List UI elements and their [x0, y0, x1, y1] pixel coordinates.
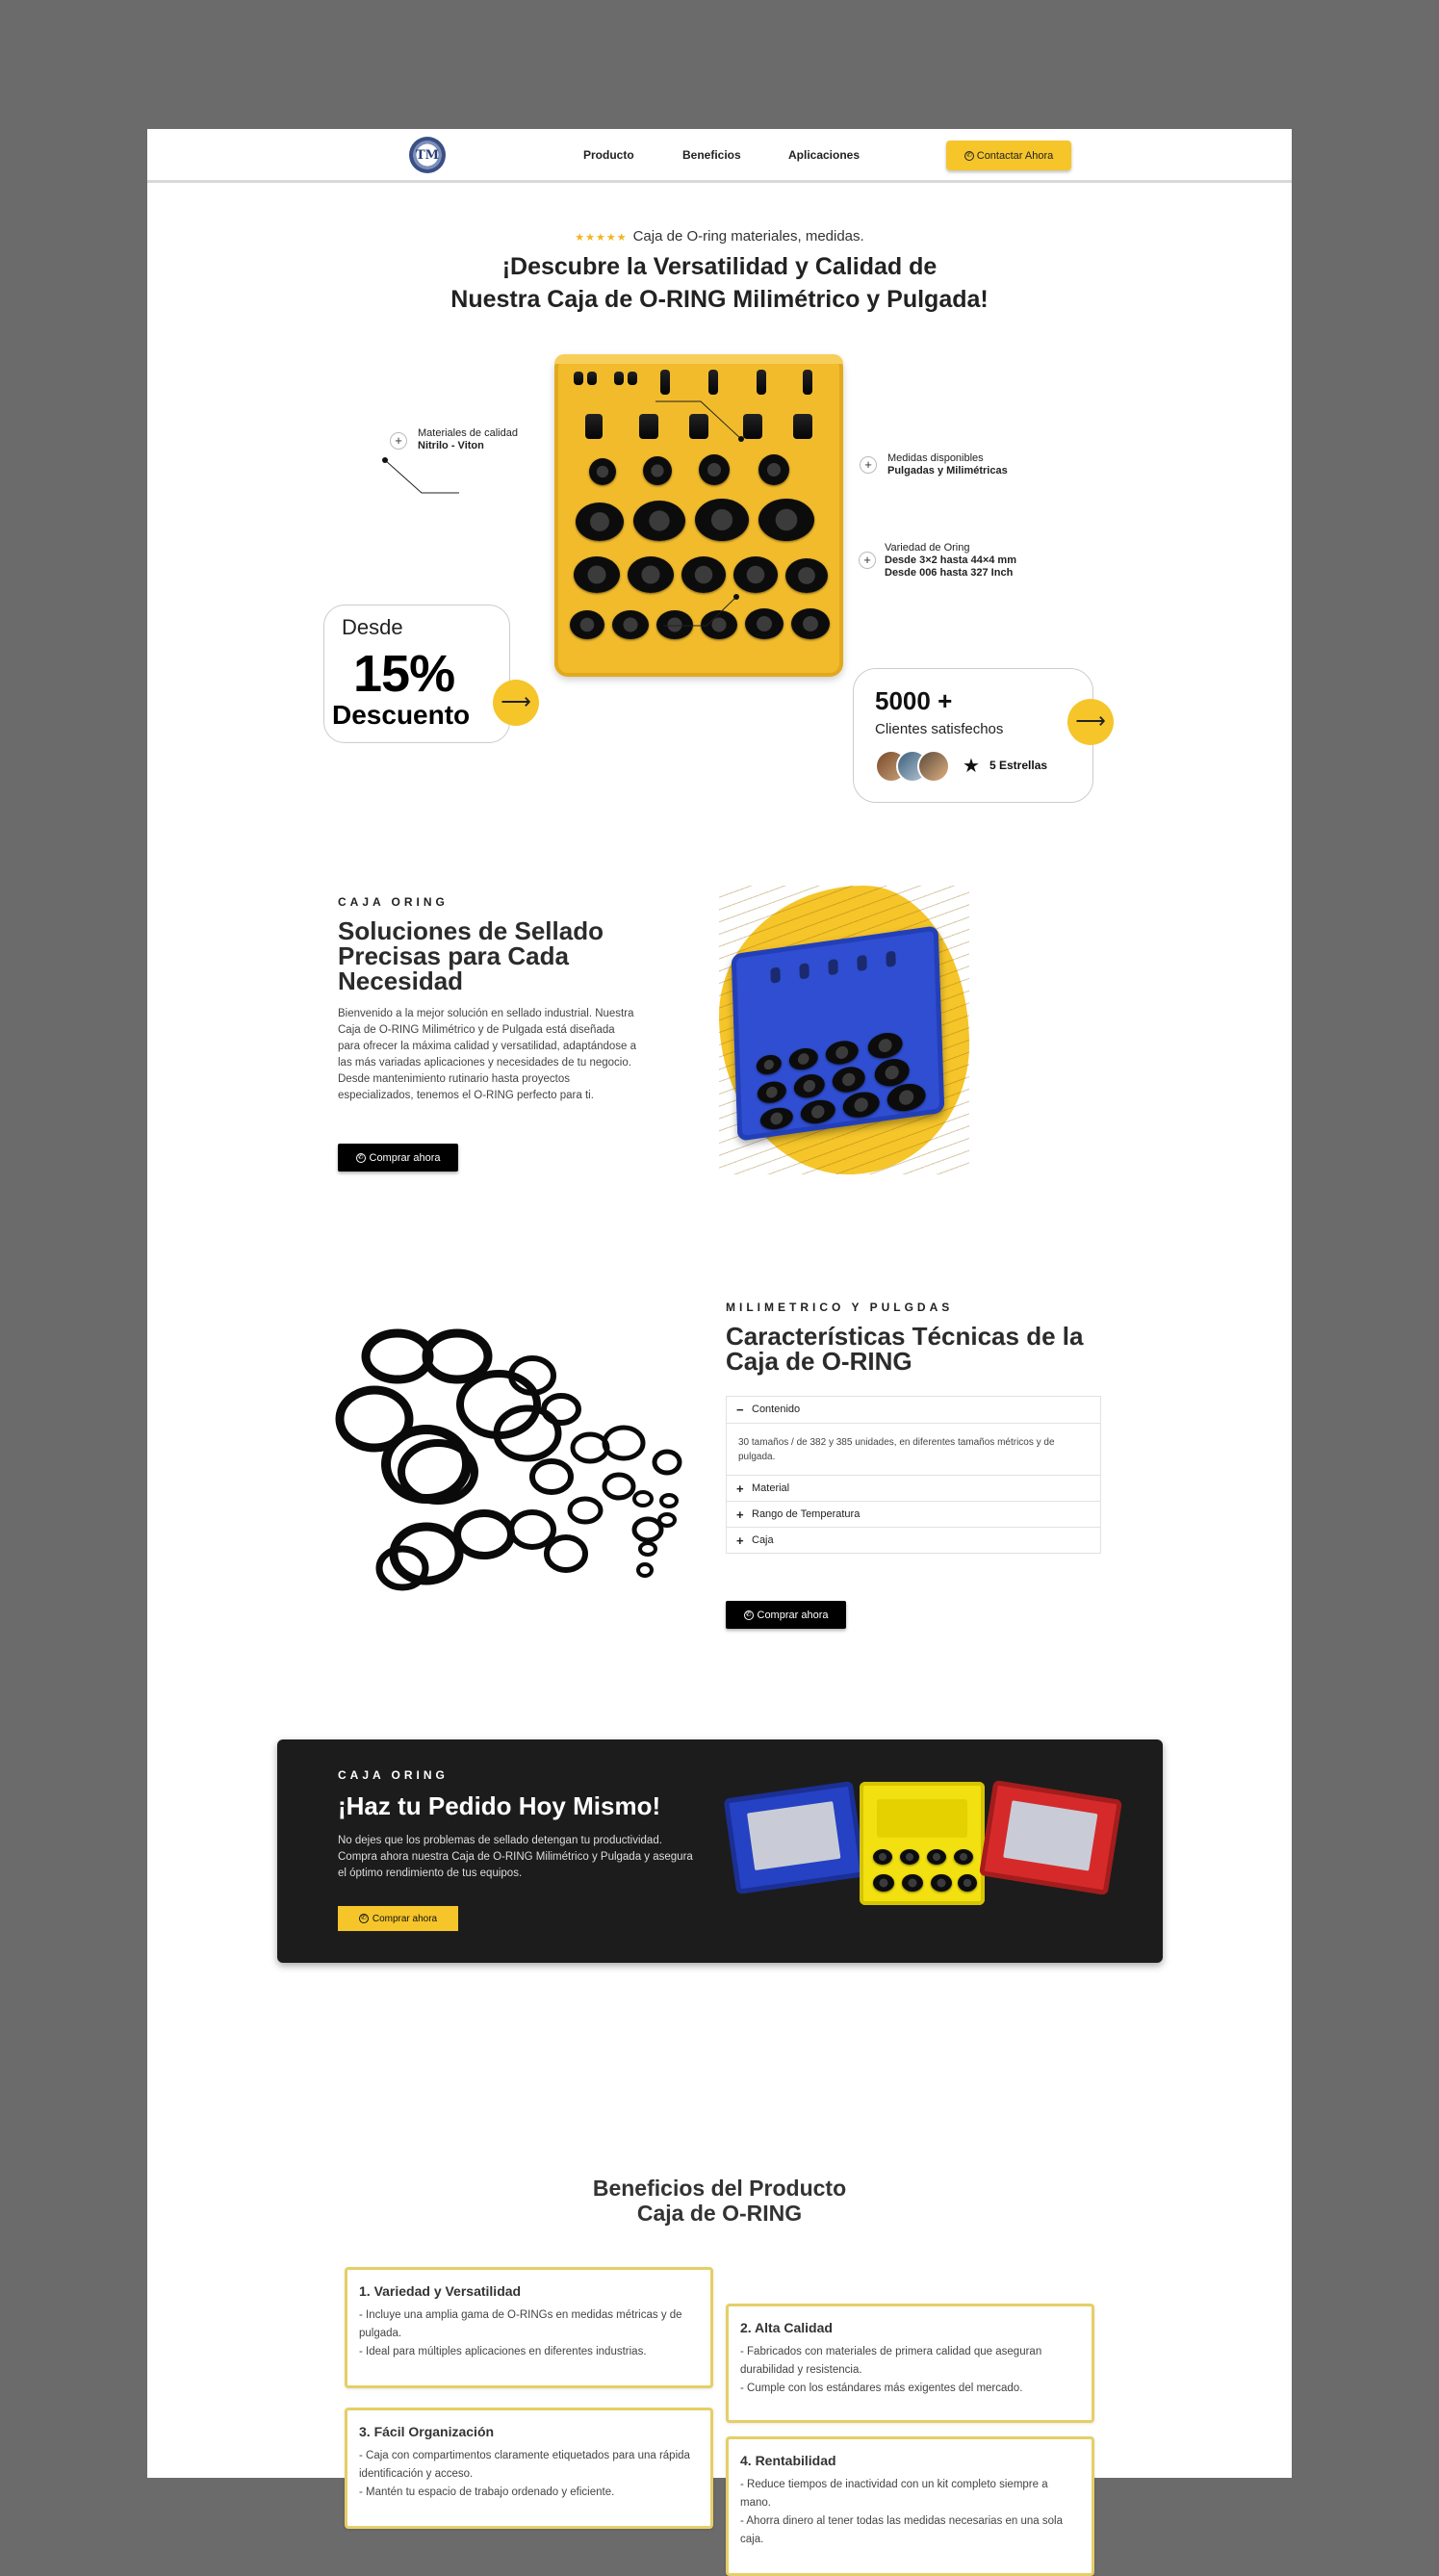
benefits-title-line1: Beneficios del Producto [592, 2176, 847, 2201]
nav-producto[interactable]: Producto [583, 148, 634, 162]
connector-variedad [663, 597, 736, 626]
benefit-card [726, 2436, 1094, 2576]
benefit-card-line: - Fabricados con materiales de primera calidad que aseguran durabilidad y resistencia. [740, 2346, 1042, 2376]
connector-medidas [655, 401, 741, 439]
banner-title: ¡Haz tu Pedido Hoy Mismo! [338, 1791, 661, 1820]
callout-material-value: Nitrilo - Viton [418, 440, 484, 451]
accordion-label: Material [752, 1482, 790, 1494]
blue-box-image [724, 1781, 866, 1894]
callout-medidas-value: Pulgadas y Milimétricas [887, 465, 1008, 477]
accordion-label: Contenido [752, 1404, 801, 1415]
clients-arrow-button[interactable] [1067, 699, 1114, 745]
benefit-card-title: 1. Variedad y Versatilidad [359, 2283, 522, 2299]
plus-icon[interactable]: + [390, 432, 407, 450]
clients-card [853, 668, 1093, 803]
callout-variedad-value1: Desde 3×2 hasta 44×4 mm [885, 554, 1016, 566]
connector-dot [738, 436, 744, 442]
benefit-card-line: - Ahorra dinero al tener todas las medidas necesarias en una sola caja. [740, 2515, 1063, 2545]
nav-beneficios[interactable]: Beneficios [682, 148, 741, 162]
benefit-card [345, 2408, 713, 2529]
discount-card [323, 605, 510, 743]
callout-medidas [887, 452, 1008, 477]
whatsapp-icon: ✆ [744, 1610, 754, 1620]
buy-now-label: Comprar ahora [372, 1913, 438, 1924]
plus-icon: + [736, 1507, 744, 1522]
hero-title-line1: ¡Descubre la Versatilidad y Calidad de [501, 253, 938, 280]
solutions-eyebrow: CAJA ORING [338, 895, 449, 909]
blue-oring-box-image [732, 925, 945, 1141]
banner-body: No dejes que los problemas de sellado detengan tu productividad. Compra ahora nuestra Caja de O-RING Milimétrico y Pulgada y asegura el óptimo rendimiento de tus equipos. [338, 1835, 693, 1879]
benefit-card-title: 3. Fácil Organización [359, 2424, 495, 2439]
whatsapp-icon: ✆ [356, 1153, 366, 1163]
rating-text: Caja de O-ring materiales, medidas. [632, 228, 864, 245]
accordion-item-temperatura[interactable] [727, 1501, 1100, 1527]
plus-icon[interactable]: + [859, 552, 876, 569]
discount-value: 15% [353, 645, 455, 703]
order-banner [277, 1739, 1163, 1963]
star-icon: ★ [963, 756, 980, 777]
plus-icon: + [736, 1533, 744, 1548]
discount-arrow-button[interactable] [493, 680, 539, 726]
benefit-card-line: - Mantén tu espacio de trabajo ordenado y eficiente. [359, 2486, 615, 2498]
discount-label: Descuento [332, 700, 471, 730]
accordion-item-caja[interactable] [727, 1527, 1100, 1553]
benefit-card-line: - Reduce tiempos de inactividad con un kit completo siempre a mano. [740, 2479, 1048, 2509]
minus-icon: − [736, 1403, 744, 1417]
stars-label: 5 Estrellas [989, 759, 1048, 772]
callout-connectors [147, 129, 1292, 803]
connector-dot [733, 594, 739, 600]
accordion-content: 30 tamaños / de 382 y 385 unidades, en diferentes tamaños métricos y de pulgada. [738, 1437, 1055, 1462]
connector-material [385, 460, 459, 493]
whatsapp-icon: ✆ [359, 1914, 369, 1923]
contact-now-label: Contactar Ahora [976, 149, 1054, 162]
plus-icon[interactable]: + [860, 456, 877, 474]
benefit-card-title: 4. Rentabilidad [740, 2453, 836, 2468]
clients-count: 5000 + [875, 686, 953, 715]
benefits-title [147, 2176, 1292, 2226]
landing-page [147, 129, 1292, 2545]
callout-material [418, 427, 518, 452]
avatar [917, 750, 950, 783]
hero-title-line2: Nuestra Caja de O-RING Milimétrico y Pulgada! [450, 286, 989, 313]
callout-material-label: Materiales de calidad [418, 427, 518, 439]
accordion-panel-contenido [727, 1423, 1100, 1475]
benefit-card-line: - Caja con compartimentos claramente etiquetados para una rápida identificación y acceso. [359, 2450, 690, 2480]
solutions-title: Soluciones de Sellado Precisas para Cada Necesidad [338, 916, 604, 995]
red-box-image [979, 1780, 1122, 1895]
callout-medidas-label: Medidas disponibles [887, 452, 984, 464]
arrow-right-icon: ⟶ [501, 689, 531, 713]
buy-now-label: Comprar ahora [757, 1609, 829, 1621]
accordion-item-contenido[interactable] [727, 1397, 1100, 1423]
discount-prefix: Desde [342, 615, 403, 639]
benefit-card-line: - Incluye una amplia gama de O-RINGs en medidas métricas y de pulgada. [359, 2309, 682, 2339]
solutions-body: Bienvenido a la mejor solución en sellado industrial. Nuestra Caja de O-RING Milimétrico y de Pulgada está diseñada para ofrecer la máxima calidad y versatilidad, adaptándose a las más variadas aplicaciones y necesidades de tu negocio. Desde mantenimiento rutinario hasta proyectos especializados, tenemos el O-RING perfecto para ti. [338, 1008, 637, 1101]
specs-eyebrow: MILIMETRICO Y PULGDAS [726, 1301, 954, 1314]
benefit-card [726, 2304, 1094, 2423]
accordion-label: Caja [752, 1534, 774, 1546]
rating-stars-icon: ★★★★★ [575, 232, 628, 244]
benefit-card-line: - Ideal para múltiples aplicaciones en diferentes industrias. [359, 2346, 647, 2357]
clients-label: Clientes satisfechos [875, 721, 1004, 737]
callout-variedad-label: Variedad de Oring [885, 542, 970, 554]
whatsapp-icon: ✆ [964, 151, 974, 161]
specs-title: Características Técnicas de la Caja de O-RING [726, 1322, 1084, 1376]
connector-dot [382, 457, 388, 463]
benefits-title-line2: Caja de O-RING [636, 2201, 803, 2226]
accordion-label: Rango de Temperatura [752, 1508, 861, 1520]
buy-now-button[interactable] [726, 1601, 846, 1629]
buy-now-label: Comprar ahora [369, 1151, 441, 1164]
benefit-card-title: 2. Alta Calidad [740, 2320, 833, 2335]
yellow-box-image [860, 1782, 985, 1905]
nav-aplicaciones[interactable]: Aplicaciones [788, 148, 861, 162]
specs-accordion [726, 1396, 1101, 1554]
callout-variedad-value2: Desde 006 hasta 327 Inch [885, 567, 1014, 579]
logo-text: TM [415, 147, 440, 163]
plus-icon: + [736, 1481, 744, 1496]
benefit-card-line: - Cumple con los estándares más exigentes del mercado. [740, 2383, 1023, 2394]
benefit-card [345, 2267, 713, 2388]
loose-orings-image [330, 1318, 696, 1607]
buy-now-button[interactable] [338, 1906, 458, 1931]
arrow-right-icon: ⟶ [1075, 708, 1106, 733]
accordion-item-material[interactable] [727, 1475, 1100, 1501]
banner-eyebrow: CAJA ORING [338, 1768, 449, 1782]
callout-variedad [885, 542, 1016, 580]
buy-now-button[interactable] [338, 1144, 458, 1172]
